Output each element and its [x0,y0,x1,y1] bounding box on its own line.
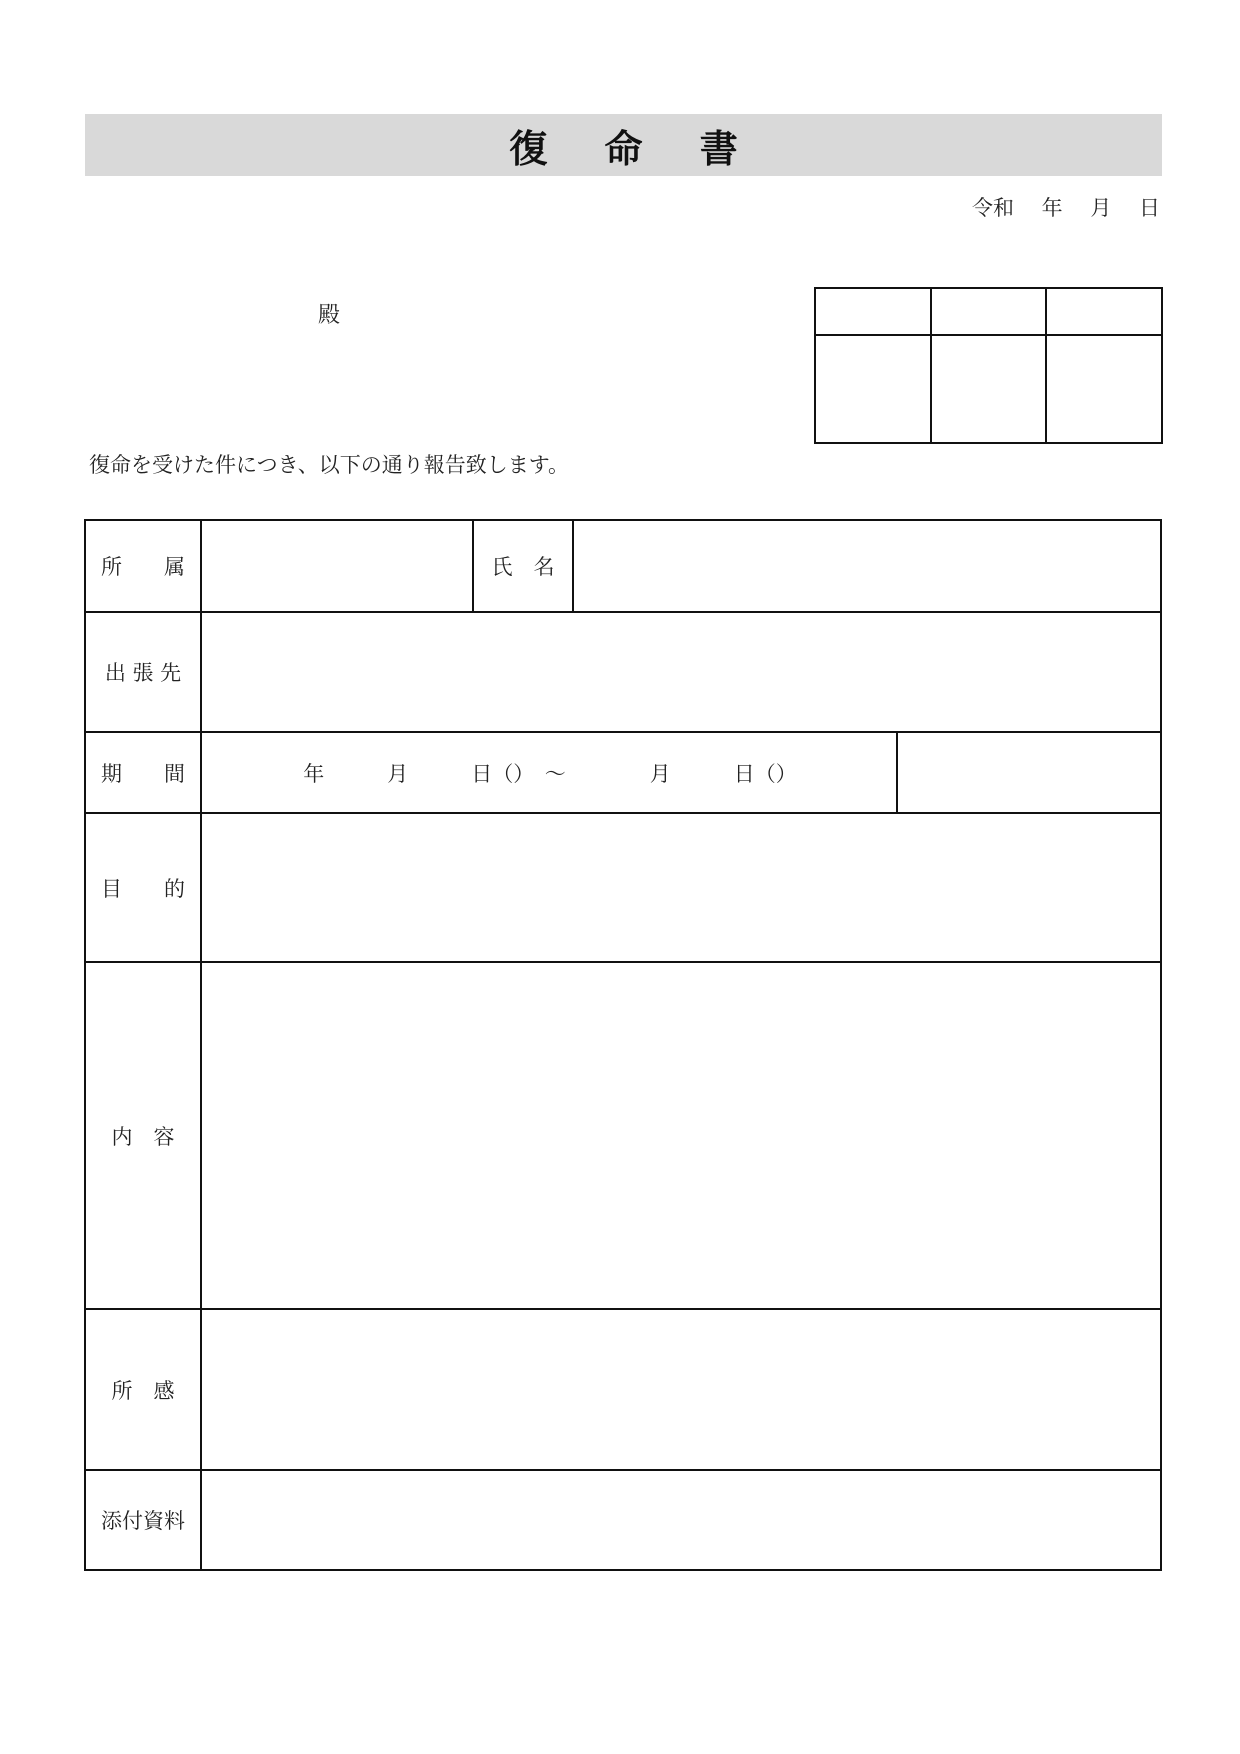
stamp-header-cell[interactable] [815,288,931,335]
attachments-label: 添付資料 [86,1471,202,1569]
stamp-seal-cell[interactable] [815,335,931,443]
row-impressions [86,1310,1160,1471]
stamp-header-cell[interactable] [1046,288,1162,335]
approval-stamp-table [814,287,1163,444]
row-affiliation [86,521,1160,613]
purpose-label: 目 的 [86,814,202,961]
impressions-label: 所 感 [86,1310,202,1469]
impressions-field[interactable] [204,1310,1160,1469]
content-label: 内 容 [86,963,202,1308]
name-field[interactable] [574,521,1160,611]
row-content [86,963,1160,1310]
purpose-field[interactable] [204,814,1160,961]
title-bar [85,114,1162,176]
row-attachments [86,1471,1160,1569]
stamp-header-cell[interactable] [931,288,1047,335]
intro-text: 復命を受けた件につき、以下の通り報告致します。 [89,453,570,477]
affiliation-field[interactable] [204,521,472,611]
stamp-seal-cell[interactable] [931,335,1047,443]
row-destination [86,613,1160,733]
date-line: 令和 年 月 日 [971,196,1160,220]
period-date-range[interactable]: 年 月 日（） ～ 月 日（） [303,761,797,786]
content-field[interactable] [204,963,1160,1308]
attachments-field[interactable] [204,1471,1160,1569]
affiliation-label: 所 属 [86,521,202,611]
row-period [86,733,1160,814]
page-title: 復 命 書 [509,126,760,171]
stamp-seal-cell[interactable] [1046,335,1162,443]
period-days-field[interactable] [898,733,1160,812]
row-purpose [86,814,1160,963]
name-label: 氏 名 [491,555,555,579]
period-label: 期 間 [86,733,202,812]
destination-field[interactable] [204,613,1160,731]
report-form [84,519,1162,1571]
destination-label: 出 張 先 [86,613,202,731]
addressee-honorific: 殿 [318,303,341,328]
